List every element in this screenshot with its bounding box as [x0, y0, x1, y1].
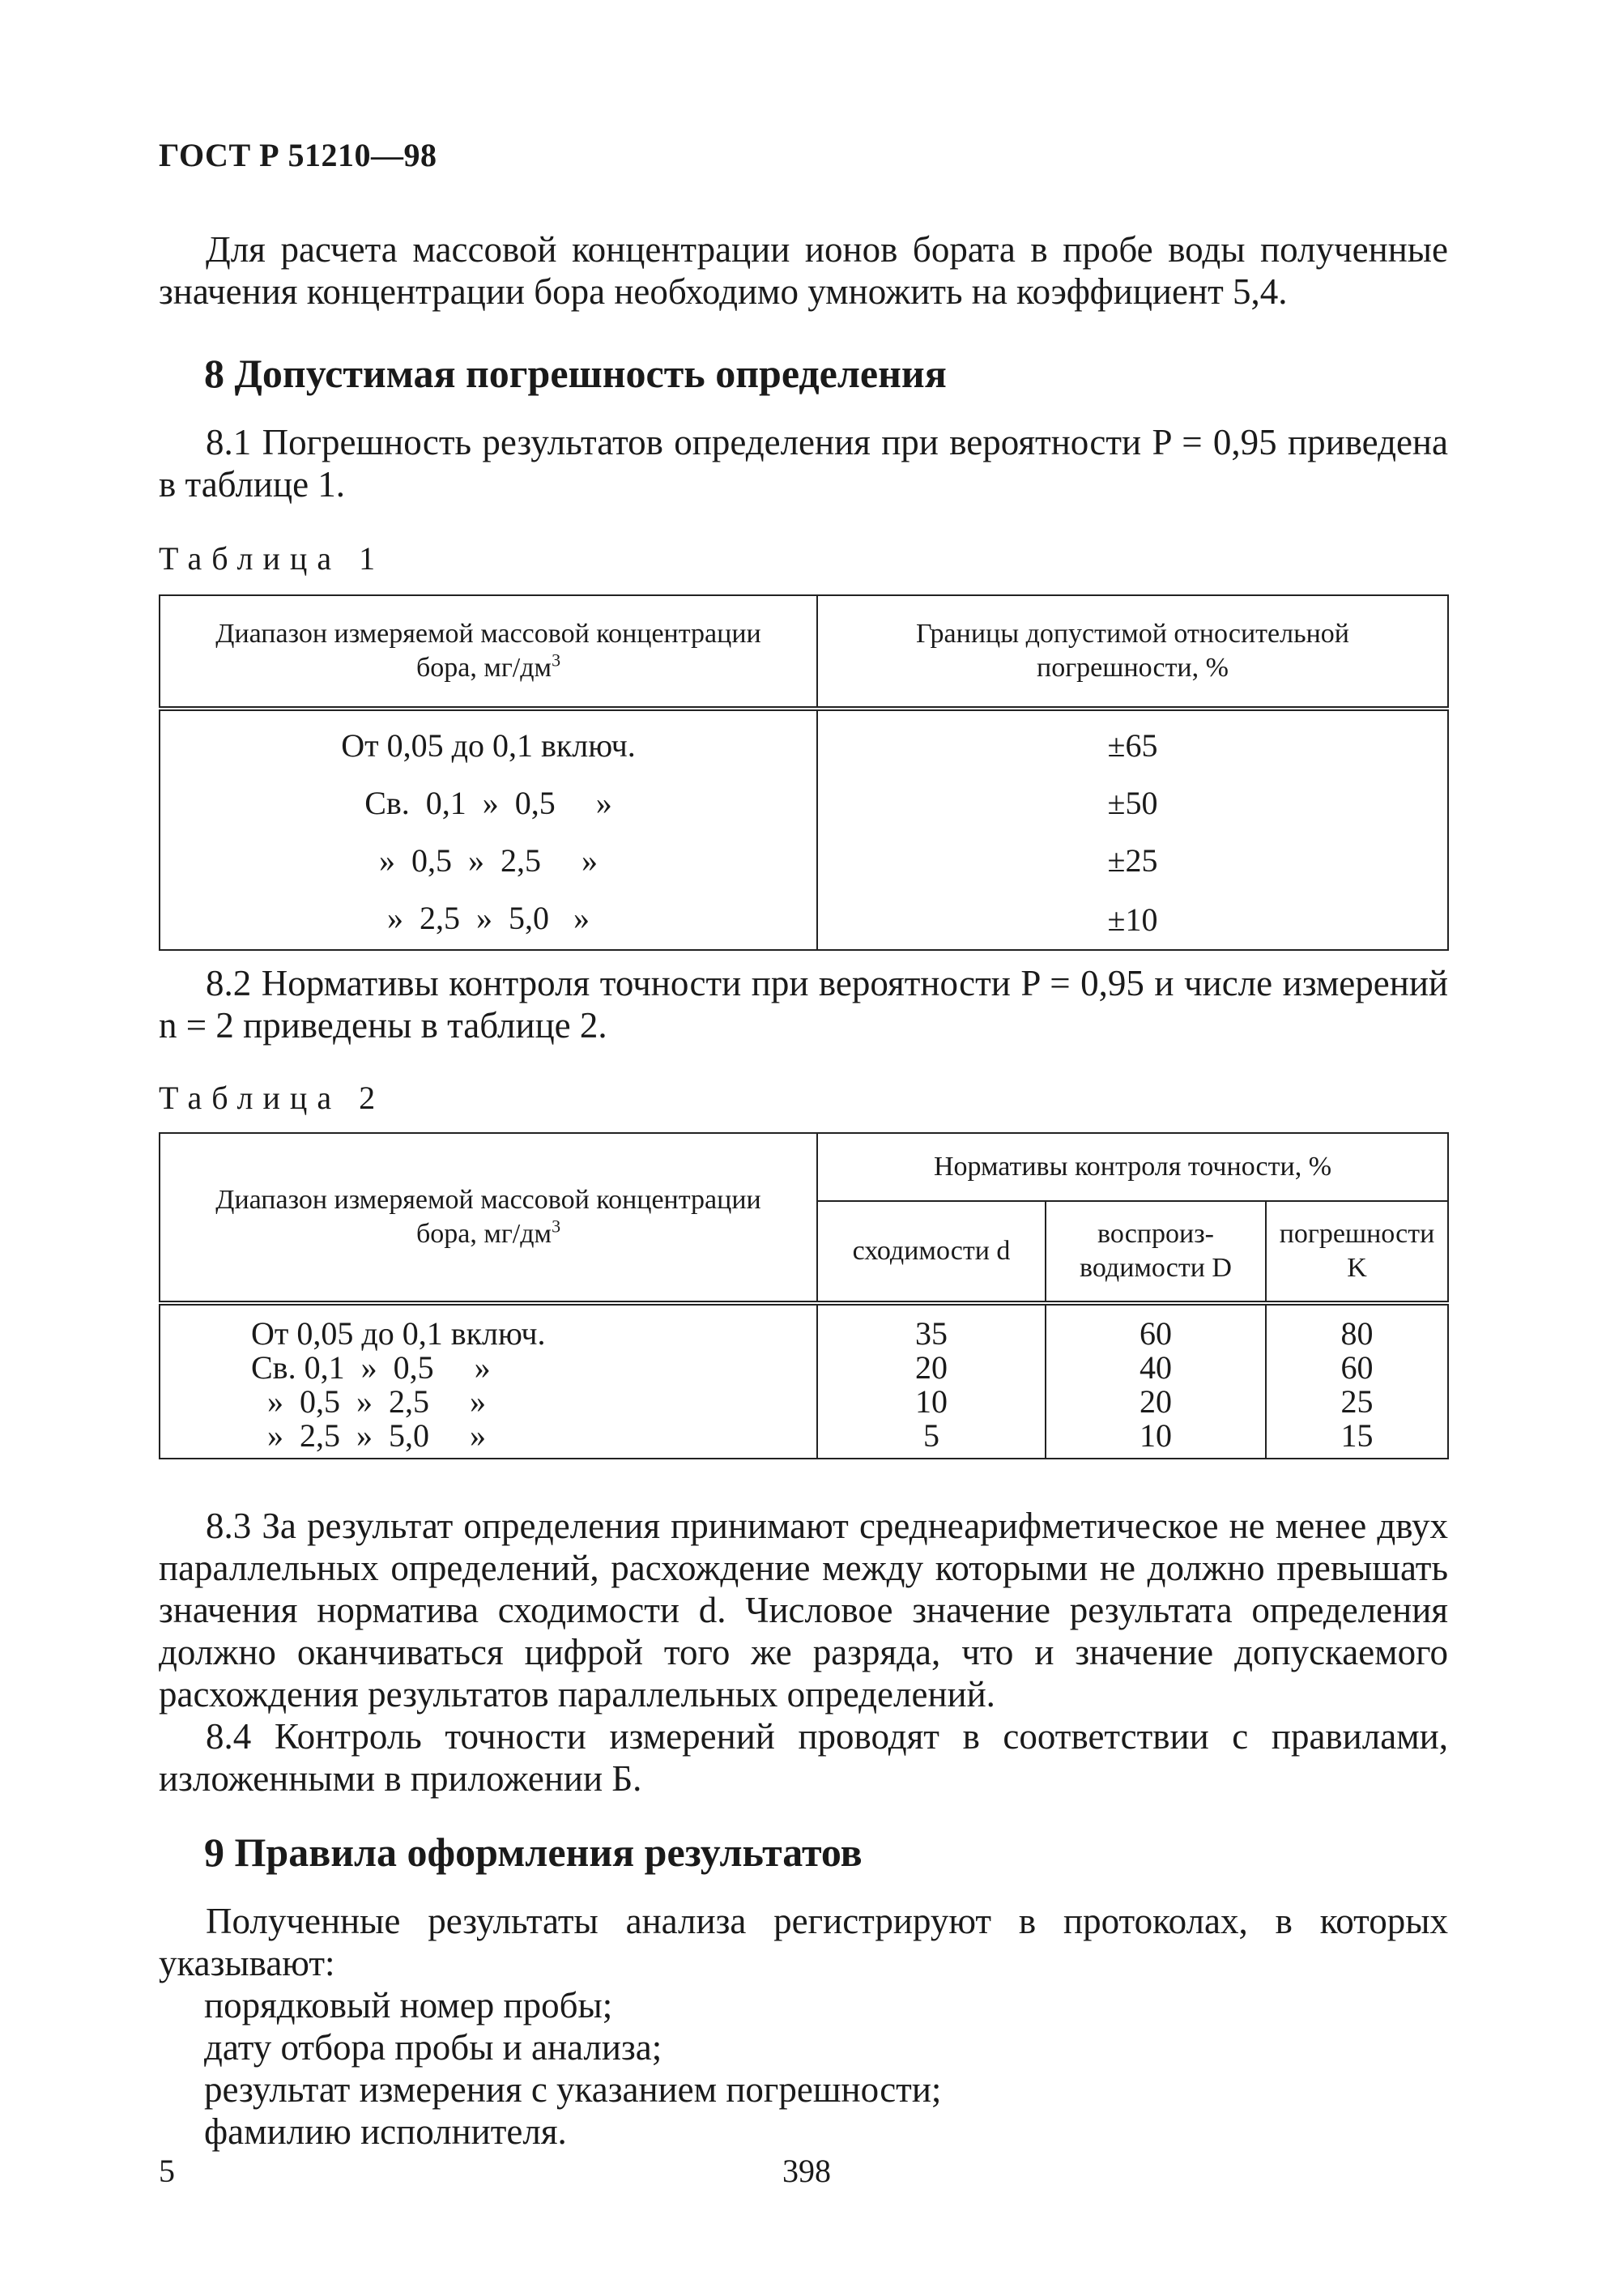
paragraph-8-1: 8.1 Погрешность результатов определения при вероятности P = 0,95 приведена в таблице 1.	[159, 422, 1448, 505]
value: 60	[1340, 1349, 1374, 1386]
table-2-range-line: Св. 0,1 » 0,5 »	[251, 1349, 491, 1386]
paragraph-8-3: 8.3 За результат определения принимают среднеарифметическое не менее двух параллельных определений, расхождение между которыми не должно превышать значения норматива сходимости d. Числовое значение результата определения должно оканчиваться цифрой того же разряда, что и значение допускаемого расхождения результатов параллельных определений.	[159, 1506, 1448, 1715]
table-1-range-cell: » 2,5 » 5,0 »	[160, 889, 817, 950]
table-1-header-range-sup: 3	[552, 650, 561, 671]
table-1-range-cell: Св. 0,1 » 0,5 »	[160, 774, 817, 832]
list-item: дату отбора пробы и анализа;	[204, 2027, 662, 2068]
table-1-value-cell: ±50	[817, 774, 1448, 832]
table-1-value-cell: ±65	[817, 709, 1448, 774]
table-2-range-line: От 0,05 до 0,1 включ.	[251, 1315, 546, 1352]
table-2-error-cell	[1266, 1303, 1448, 1459]
intro-paragraph: Для расчета массовой концентрации ионов бората в пробе воды полученные значения концентрации бора необходимо умножить на коэффициент 5,4.	[159, 229, 1448, 312]
table-1-range-cell: » 0,5 » 2,5 »	[160, 832, 817, 889]
paragraph-8-4: 8.4 Контроль точности измерений проводят в соответствии с правилами, изложенными в приложении Б.	[159, 1716, 1448, 1799]
document-header: ГОСТ Р 51210—98	[159, 137, 437, 173]
list-item: результат измерения с указанием погрешности;	[204, 2069, 942, 2110]
result-list	[204, 1984, 941, 2153]
table-2-header-convergence: сходимости d	[817, 1201, 1046, 1303]
table-2-header-reproducibility: воспроиз- водимости D	[1046, 1201, 1266, 1303]
section-9-title: 9 Правила оформления результатов	[204, 1830, 863, 1875]
table-1-header-range	[160, 595, 817, 709]
table-1-header-range-line2: бора, мг/дм	[415, 653, 552, 683]
table-2-header-range-line1: Диапазон измеряемой массовой концентрации	[215, 1185, 761, 1215]
table-2-range-line: » 2,5 » 5,0 »	[267, 1417, 486, 1454]
table-2-header-range	[160, 1133, 817, 1303]
table-row	[160, 774, 1448, 832]
value: 10	[915, 1383, 948, 1420]
table-2-group-header: Нормативы контроля точности, %	[817, 1133, 1448, 1201]
table-1-value-cell: ±25	[817, 832, 1448, 889]
paragraph-8-2: 8.2 Нормативы контроля точности при вероятности P = 0,95 и числе измерений n = 2 приведены в таблице 2.	[159, 963, 1448, 1046]
value: 10	[1140, 1417, 1172, 1454]
table-row	[160, 889, 1448, 950]
table-1-header-range-line1: Диапазон измеряемой массовой концентрации	[215, 619, 761, 649]
table-2	[159, 1132, 1449, 1459]
value: 20	[1140, 1383, 1172, 1420]
table-2-header-error: погрешности K	[1266, 1201, 1448, 1303]
value: 60	[1140, 1315, 1172, 1352]
value: 35	[915, 1315, 948, 1352]
table-2-header-range-sup: 3	[552, 1216, 561, 1237]
section-9-intro: Полученные результаты анализа регистрируют в протоколах, в которых указывают:	[159, 1901, 1448, 1983]
table-1-header-error-line1: Границы допустимой относительной	[916, 619, 1349, 649]
value: 20	[915, 1349, 948, 1386]
value: 40	[1140, 1349, 1172, 1386]
value: 15	[1340, 1417, 1374, 1454]
table-row	[160, 832, 1448, 889]
table-2-convergence-cell	[817, 1303, 1046, 1459]
list-item: порядковый номер пробы;	[204, 1985, 613, 2026]
table-1-range-cell: От 0,05 до 0,1 включ.	[160, 709, 817, 774]
page-number-center: 398	[782, 2153, 831, 2189]
table-1-header-error-line2: погрешности, %	[1037, 653, 1229, 683]
table-1-caption: Таблица 1	[159, 540, 386, 577]
value: 25	[1340, 1383, 1374, 1420]
table-1-header-error	[817, 595, 1448, 709]
page-number-left: 5	[159, 2153, 175, 2189]
value: 80	[1340, 1315, 1374, 1352]
table-1	[159, 594, 1449, 951]
table-2-header-range-line2: бора, мг/дм	[415, 1219, 552, 1249]
table-row	[160, 1303, 1448, 1459]
table-2-caption: Таблица 2	[159, 1080, 386, 1116]
table-2-range-line: » 0,5 » 2,5 »	[267, 1383, 486, 1420]
section-8-title: 8 Допустимая погрешность определения	[204, 351, 947, 396]
value: 5	[923, 1417, 939, 1454]
table-1-value-cell: ±10	[817, 889, 1448, 950]
table-row	[160, 709, 1448, 774]
table-2-reproducibility-cell	[1046, 1303, 1266, 1459]
list-item: фамилию исполнителя.	[204, 2111, 567, 2152]
table-2-range-cell	[160, 1303, 817, 1459]
